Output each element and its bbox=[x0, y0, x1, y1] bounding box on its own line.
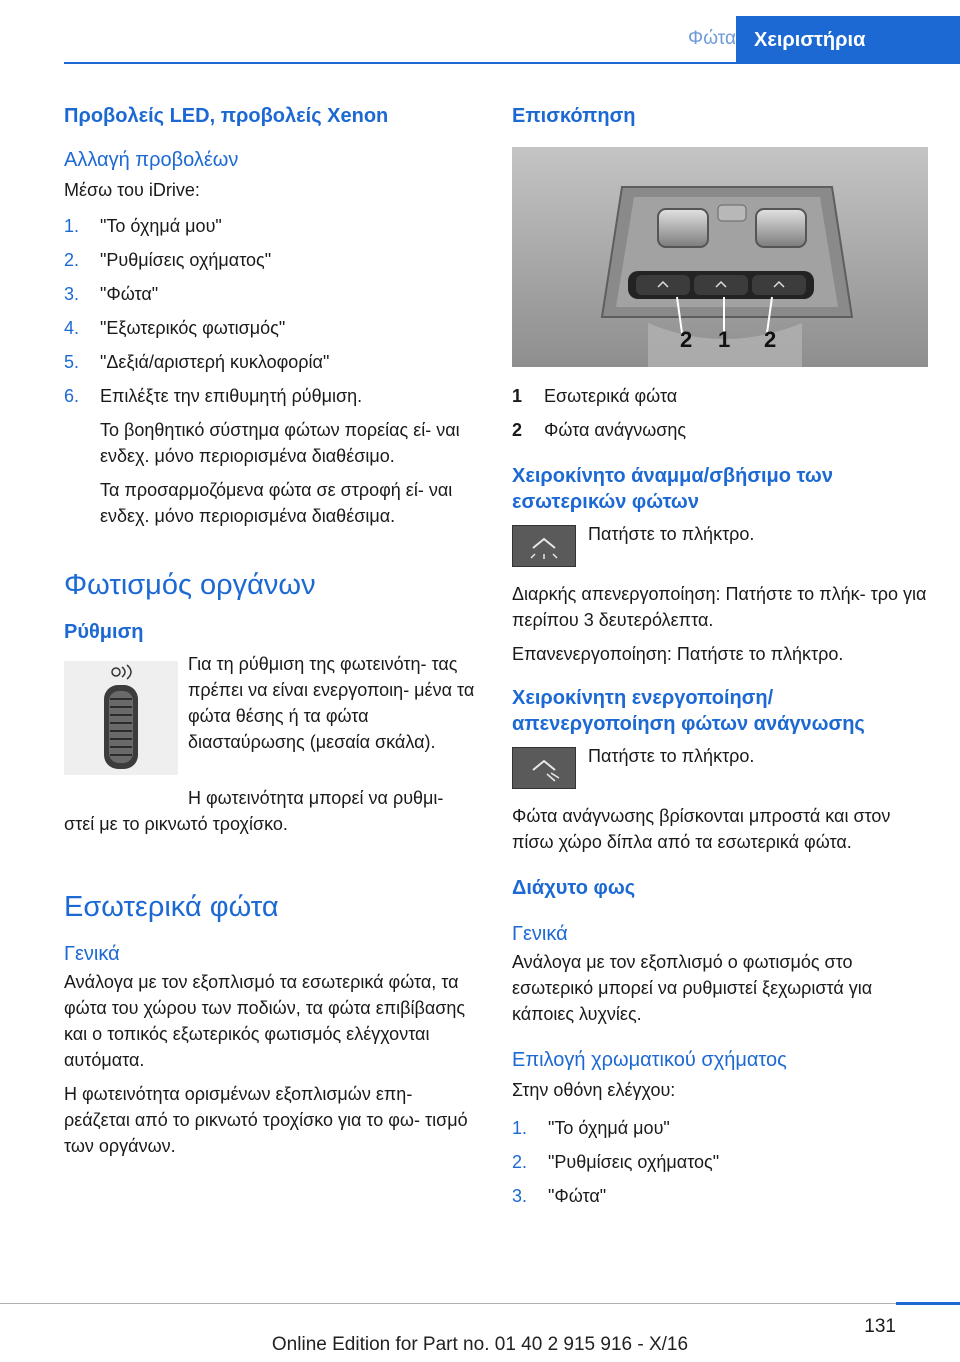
reading-lights-text: Φώτα ανάγνωσης βρίσκονται μπροστά και στον πίσω χώρο δίπλα από τα εσωτερικά φώτα. bbox=[512, 806, 891, 852]
press-key-text-2: Πατήστε το πλήκτρο. bbox=[588, 746, 755, 766]
heading-general: Γενικά bbox=[64, 943, 120, 965]
adjust-text-2b: στεί με το ρικνωτό τροχίσκο. bbox=[64, 814, 288, 834]
list-item: 1. "Το όχημά μου" bbox=[512, 1118, 670, 1138]
overhead-console-image bbox=[512, 147, 928, 367]
idrive-steps-list bbox=[64, 213, 480, 409]
list-item: 5. "Δεξιά/αριστερή κυκλοφορία" bbox=[64, 352, 330, 372]
thumbwheel-image bbox=[64, 661, 178, 775]
list-item: 1. "Το όχημά μου" bbox=[64, 216, 222, 236]
header-rule bbox=[64, 62, 960, 64]
heading-general-2: Γενικά bbox=[512, 923, 568, 945]
color-steps-list bbox=[512, 1115, 928, 1209]
press-key-text-1: Πατήστε το πλήκτρο. bbox=[588, 524, 755, 544]
adjust-text-2a: Η φωτεινότητα μπορεί να ρυθμι- bbox=[188, 788, 444, 808]
overhead-console-photo bbox=[512, 147, 928, 367]
footer-accent bbox=[896, 1302, 960, 1305]
right-column bbox=[512, 100, 928, 1217]
header-chapter-tab: Χειριστήρια bbox=[736, 16, 960, 64]
heading-overview: Επισκόπηση bbox=[512, 105, 636, 127]
reading-button-block bbox=[512, 747, 928, 797]
photo-label-1: 1 bbox=[718, 327, 731, 352]
legend-item: 2 Φώτα ανάγνωσης bbox=[512, 420, 687, 440]
heading-adjustment: Ρύθμιση bbox=[64, 621, 144, 643]
reactivation-text: Επανενεργοποίηση: Πατήστε το πλήκτρο. bbox=[512, 644, 844, 664]
photo-label-2-right: 2 bbox=[764, 327, 777, 352]
page-number: 131 bbox=[864, 1316, 896, 1337]
heading-instrument-lighting: Φωτισμός οργάνων bbox=[64, 569, 316, 601]
note-adaptive-lights: Τα προσαρμοζόμενα φώτα σε στροφή εί- ναι ενδεχ. μόνο περιορισμένα διαθέσιμα. bbox=[100, 480, 453, 526]
ambient-text: Ανάλογα με τον εξοπλισμό ο φωτισμός στο εσωτερικό μπορεί να ρυθμιστεί ξεχωριστά για κάποιες λυχνίες. bbox=[512, 952, 873, 1024]
permanent-off-text: Διαρκής απενεργοποίηση: Πατήστε το πλήκ- τρο για περίπου 3 δευτερόλεπτα. bbox=[512, 584, 927, 630]
adjust-text: Για τη ρύθμιση της φωτεινότη- τας πρέπει να είναι ενεργοποιη- μένα τα φώτα θέσης ή τα φώτα διασταύρωσης (μεσαία σκάλα). bbox=[188, 654, 475, 752]
photo-legend bbox=[512, 383, 928, 443]
list-item: 3. "Φώτα" bbox=[64, 284, 159, 304]
control-display-text: Στην οθόνη ελέγχου: bbox=[512, 1080, 676, 1100]
heading-led-xenon: Προβολείς LED, προβολείς Xenon bbox=[64, 105, 389, 127]
interior-button-block bbox=[512, 525, 928, 575]
list-item: 4. "Εξωτερικός φωτισμός" bbox=[64, 318, 286, 338]
general-text-2: Η φωτεινότητα ορισμένων εξοπλισμών επη- ρεάζεται από το ρικνωτό τροχίσκο για το φω- τισμό των οργάνων. bbox=[64, 1084, 468, 1156]
legend-item: 1 Εσωτερικά φώτα bbox=[512, 386, 678, 406]
heading-color-scheme: Επιλογή χρωματικού σχήματος bbox=[512, 1049, 787, 1071]
list-item: 6. Επιλέξτε την επιθυμητή ρύθμιση. bbox=[64, 386, 363, 406]
heading-ambient-light: Διάχυτο φως bbox=[512, 877, 636, 899]
list-item: 2. "Ρυθμίσεις οχήματος" bbox=[512, 1152, 720, 1172]
list-item: 3. "Φώτα" bbox=[512, 1186, 607, 1206]
interior-light-button-icon bbox=[512, 525, 576, 567]
list-item: 2. "Ρυθμίσεις οχήματος" bbox=[64, 250, 272, 270]
note-high-beam-assist: Το βοηθητικό σύστημα φώτων πορείας εί- ναι ενδεχ. μόνο περιορισμένα διαθέσιμο. bbox=[100, 420, 460, 466]
heading-interior-lights: Εσωτερικά φώτα bbox=[64, 891, 279, 923]
heading-change-headlights: Αλλαγή προβολέων bbox=[64, 149, 239, 171]
footer-rule bbox=[0, 1303, 960, 1304]
edition-text: Online Edition for Part no. 01 40 2 915 916 - X/16 bbox=[271, 1334, 689, 1355]
header-section-title: Φώτα bbox=[688, 28, 736, 49]
via-idrive-text: Μέσω του iDrive: bbox=[64, 180, 200, 200]
adjust-block bbox=[64, 651, 480, 779]
photo-label-2-left: 2 bbox=[680, 327, 693, 352]
heading-reading-lights: Χειροκίνητη ενεργοποίηση/ απενεργοποίηση φώτων ανάγνωσης bbox=[512, 687, 865, 735]
general-text-1: Ανάλογα με τον εξοπλισμό τα εσωτερικά φώτα, τα φώτα του χώρου των ποδιών, τα φώτα επιβίβασης και ο τοπικός εξωτερικός φωτισμός ελέγχονται αυτόματα. bbox=[64, 972, 466, 1070]
heading-manual-interior: Χειροκίνητο άναμμα/σβήσιμο των εσωτερικών φώτων bbox=[512, 465, 833, 513]
left-column bbox=[64, 100, 480, 1159]
thumbwheel-icon bbox=[64, 661, 178, 775]
reading-light-button-icon bbox=[512, 747, 576, 789]
